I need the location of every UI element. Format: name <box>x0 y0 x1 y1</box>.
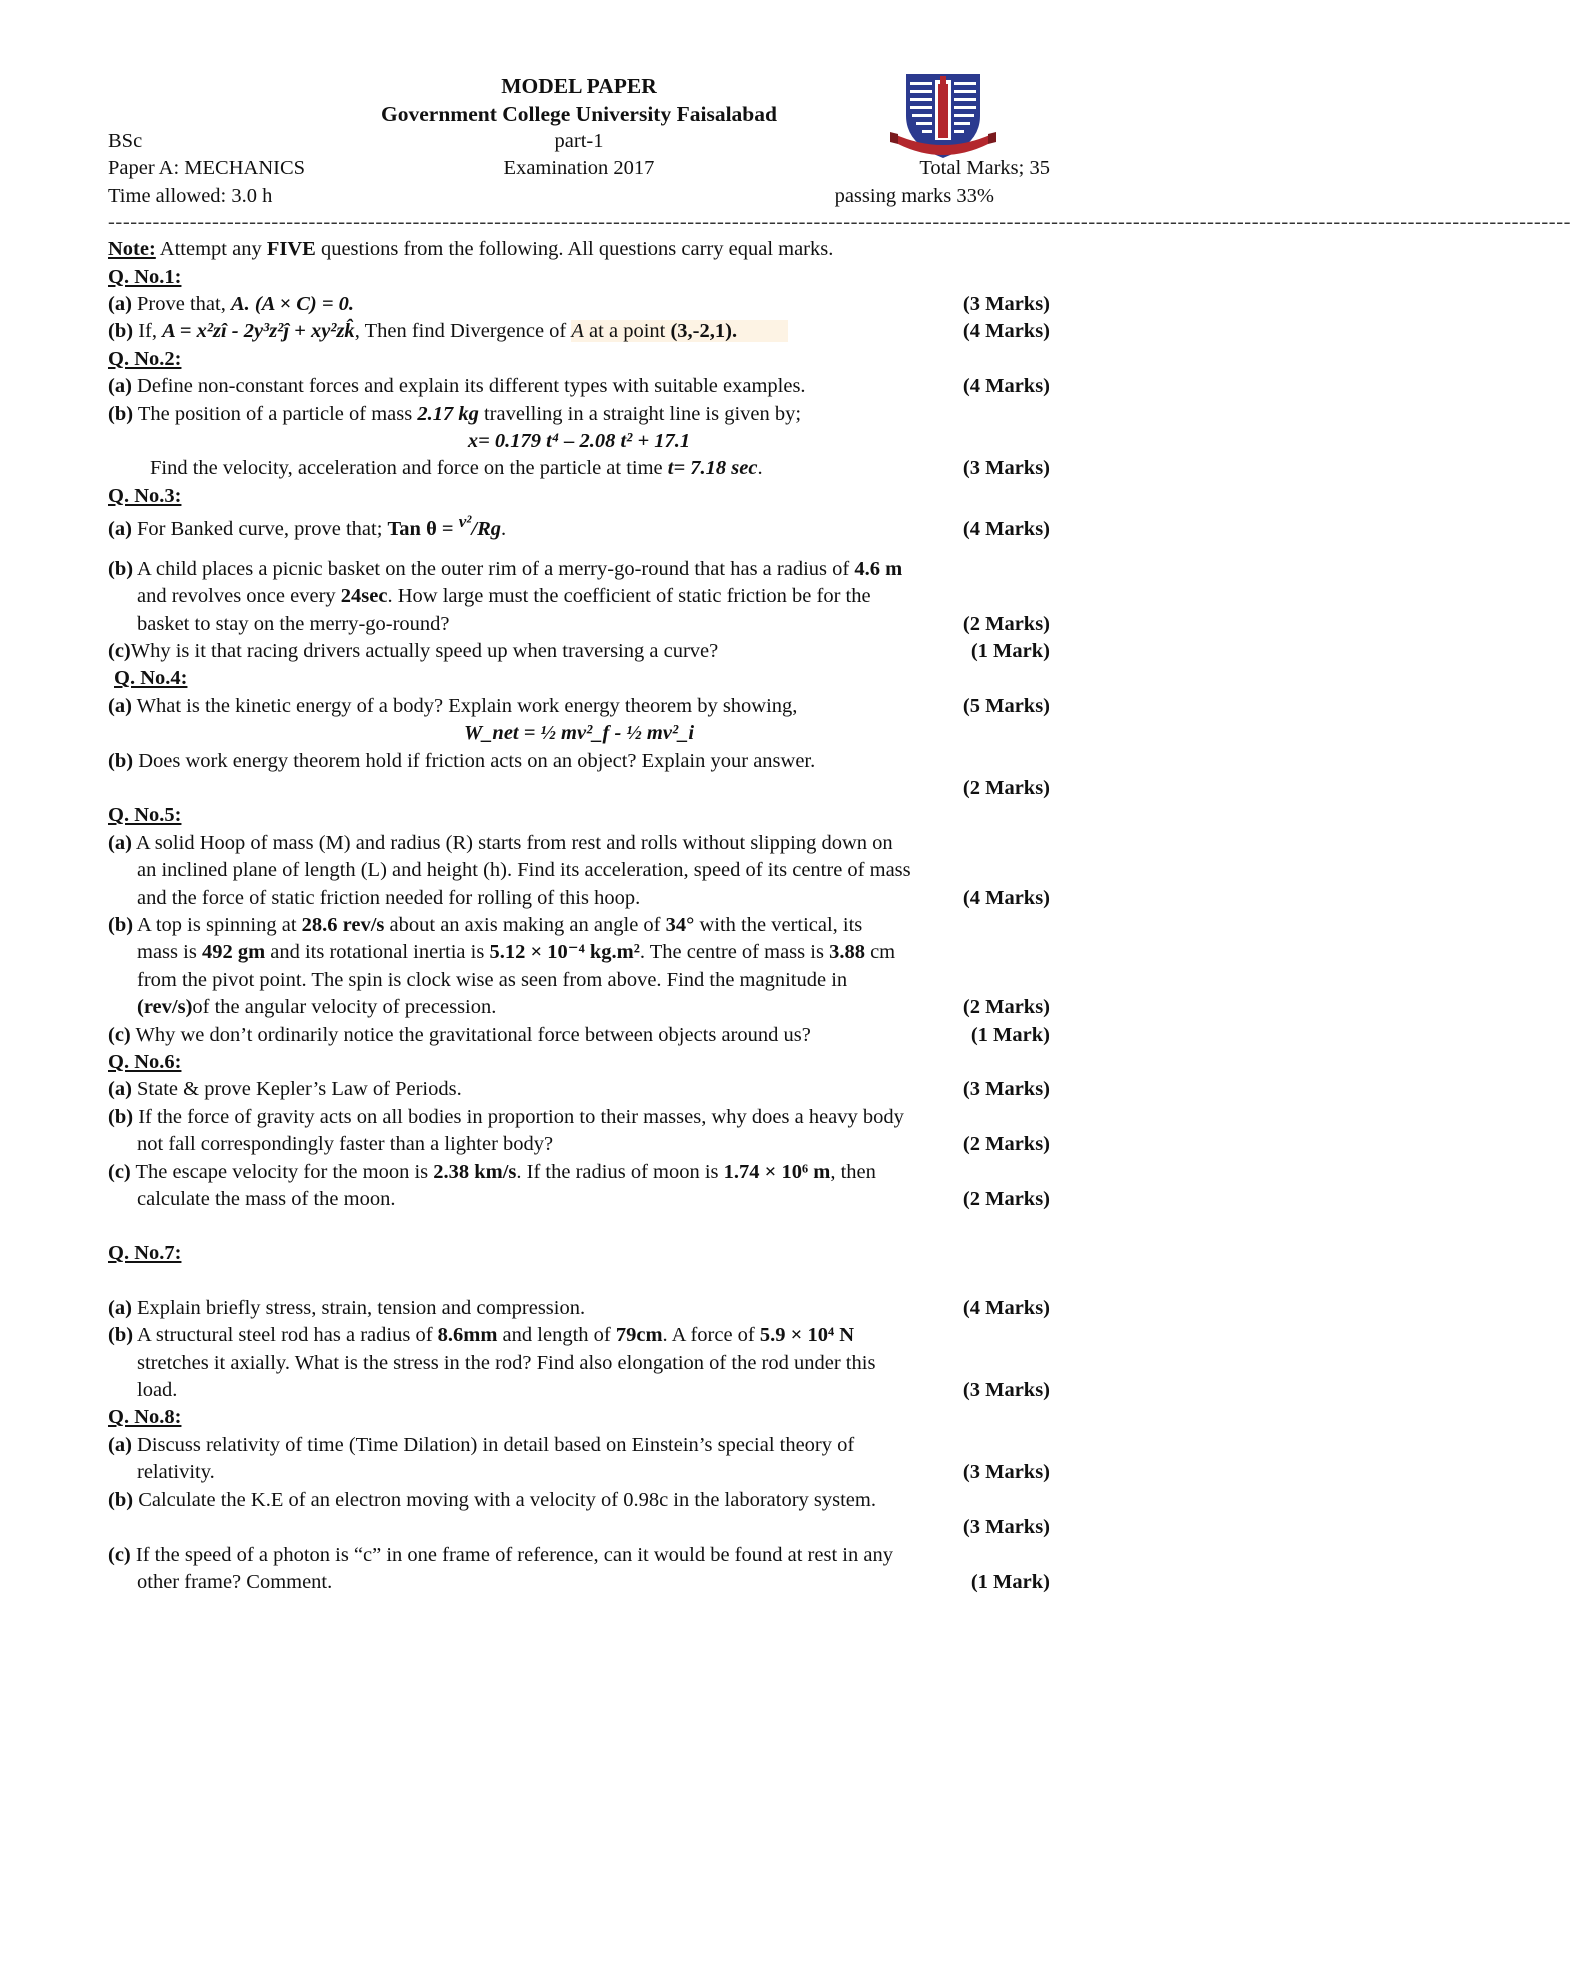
q8-part-a: (a) Discuss relativity of time (Time Dilation) in detail based on Einstein’s special theory of <box>108 1433 855 1456</box>
q4-part-b: (b) Does work energy theorem hold if friction acts on an object? Explain your answer. <box>108 749 816 772</box>
q2-heading: Q. No.2: <box>108 347 182 370</box>
q3-part-a: (a) For Banked curve, prove that; Tan θ = $^{v^2}$/Rg. (4 Marks) <box>108 512 1050 541</box>
paper-label: Paper A: MECHANICS <box>108 157 306 180</box>
note: Note: Attempt any FIVE questions from the following. All questions carry equal marks. <box>108 238 834 261</box>
q5-part-c: (c) Why we don’t ordinarily notice the gravitational force between objects around us? (1 Mark) <box>108 1023 1050 1046</box>
time-allowed-label: Time allowed: 3.0 h <box>108 184 273 207</box>
q6-part-c: (c) The escape velocity for the moon is 2.38 km/s. If the radius of moon is 1.74 × 10⁶ m, then <box>108 1160 876 1183</box>
exam-paper: MODEL PAPER Government College University Faisalabad BSc part-1 Paper A: MECHANICS Examination 2017 Total Marks; 35 Time allowed: 3.0 h passing marks 33% ----------------------------------------------------------------------------------------------------------------------------------------------------------------------------------------------------- Note: Attempt any FIVE questions from the following. All questions carry equal marks. Q. No.1: (a) Prove that, A. (A × C) = 0. (3 Marks) (b) If, A = x²zî - 2y³z²ĵ + xy²zk̂, Then find Divergence of A at a point (3,-2,1). (4 Marks) Q. No.2: (a) Define non-constant forces and explain its different types with suitable examples. (4 Marks) (b) The position of a particle of mass 2.17 kg travelling in a straight line is given by; x= 0.179 t⁴ – 2.08 t² + 17.1 Find the velocity, acceleration and force on the particle at time t= 7.18 sec. (3 Marks) Q. No.3: (a) For Banked curve, prove that; Tan θ = $^{v^2}$/Rg. (4 Marks) (b) A child places a picnic basket on the outer rim of a merry-go-round that has a radius of 4.6 m and revolves once every 24sec. How large must the coefficient of static friction be for the basket to stay on the merry-go-round? (2 Marks) (c)Why is it that racing drivers actually speed up when traversing a curve? (1 Mark) Q. No.4: (a) What is the kinetic energy of a body? Explain work energy theorem by showing, (5 Marks) W_net = ½ mv²_f - ½ mv²_i (b) Does work energy theorem hold if friction acts on an object? Explain your answer. (2 Marks) Q. No.5: (a) A solid Hoop of mass (M) and radius (R) starts from rest and rolls without slipping down on an inclined plane of length (L) and height (h). Find its acceleration, speed of its centre of mass and the force of static friction needed for rolling of this hoop. (4 Marks) (b) A top is spinning at 28.6 rev/s about an axis making an angle of 34° with the vertical, its mass is 492 gm and its rotational inertia is 5.12 × 10⁻⁴ kg.m². The centre of mass is 3.88 cm from the pivot point. The spin is clock wise as seen from above. Find the magnitude in (rev/s)of the angular velocity of precession. (2 Marks) (c) Why we don’t ordinarily notice the gravitational force between objects around us? (1 Mark) Q. No.6: (a) State & prove Kepler’s Law of Periods. (3 Marks) (b) If the force of gravity acts on all bodies in proportion to their masses, why does a heavy body not fall correspondingly faster than a lighter body? (2 Marks) (c) The escape velocity for the moon is 2.38 km/s. If the radius of moon is 1.74 × 10⁶ m, then calculate the mass of the moon. (2 Marks) Q. No.7: (a) Explain briefly stress, strain, tension and compression. (4 Marks) (b) A structural steel rod has a radius of 8.6mm and length of 79cm. A force of 5.9 × 10⁴ N stretches it axially. What is the stress in the rod? Find also elongation of the rod under this load. (3 Marks) Q. No.8: (a) Discuss relativity of time (Time Dilation) in detail based on Einstein’s special theory of relativity. (3 Marks) (b) Calculate the K.E of an electron moving with a velocity of 0.98c in the laboratory system. (3 Marks) (c) If the speed of a photon is “c” in one frame of reference, can it would be found at rest in any other frame? Comment. (1 Mark) <box>108 74 1571 1593</box>
q6-heading: Q. No.6: <box>108 1051 182 1073</box>
q5-part-a: (a) A solid Hoop of mass (M) and radius (R) starts from rest and rolls without slipping down on <box>108 831 893 854</box>
paper-title: MODEL PAPER <box>501 74 657 98</box>
q2-part-a: (a) Define non-constant forces and explain its different types with suitable examples. (4 Marks) <box>108 375 1050 398</box>
q3-heading: Q. No.3: <box>108 484 182 507</box>
q2-equation: x= 0.179 t⁴ – 2.08 t² + 17.1 <box>467 430 691 453</box>
q8-part-c: (c) If the speed of a photon is “c” in one frame of reference, can it would be found at rest in any <box>108 1543 893 1566</box>
program-label: BSc <box>108 130 143 152</box>
examination-label: Examination 2017 <box>503 157 655 180</box>
divider: ----------------------------------------------------------------------------------------------------------------------------------------------------------------------------------------------------- <box>108 211 1571 234</box>
q7-part-a: (a) Explain briefly stress, strain, tension and compression. (4 Marks) <box>108 1296 1050 1319</box>
part-label: part-1 <box>554 130 604 152</box>
q6-part-a: (a) State & prove Kepler’s Law of Periods. (3 Marks) <box>108 1078 1050 1101</box>
header-row-3 <box>108 183 1050 210</box>
q8-heading: Q. No.8: <box>108 1406 182 1429</box>
q1-part-b: (b) If, A = x²zî - 2y³z²ĵ + xy²zk̂, Then find Divergence of A at a point (3,-2,1). (4 Marks) <box>108 320 1050 343</box>
q3-part-b: (b) A child places a picnic basket on the outer rim of a merry-go-round that has a radius of 4.6 m <box>108 557 903 580</box>
header-row-2 <box>108 155 1050 182</box>
note-label: Note: <box>108 238 156 261</box>
q4-heading: Q. No.4: <box>114 667 188 690</box>
q2-part-b: (b) The position of a particle of mass 2.17 kg travelling in a straight line is given by; <box>108 402 802 425</box>
q7-heading: Q. No.7: <box>108 1242 182 1265</box>
header-row-1 <box>108 128 1050 155</box>
q5-heading: Q. No.5: <box>108 804 182 827</box>
q7-part-b: (b) A structural steel rod has a radius of 8.6mm and length of 79cm. A force of 5.9 × 10⁴ N <box>108 1324 855 1347</box>
q8-part-b: (b) Calculate the K.E of an electron moving with a velocity of 0.98c in the laboratory system. <box>108 1488 876 1511</box>
q1-heading: Q. No.1: <box>108 265 182 288</box>
university-name: Government College University Faisalabad <box>381 102 777 126</box>
passing-marks-label: passing marks 33% <box>834 184 994 207</box>
q1-part-a: (a) Prove that, A. (A × C) = 0. (3 Marks) <box>108 293 1050 316</box>
q2-part-b-cont: Find the velocity, acceleration and force on the particle at time t= 7.18 sec. (3 Marks) <box>150 457 1050 480</box>
q6-part-b: (b) If the force of gravity acts on all bodies in proportion to their masses, why does a heavy body <box>108 1105 904 1128</box>
q5-part-b: (b) A top is spinning at 28.6 rev/s about an axis making an angle of 34° with the vertical, its <box>108 913 863 936</box>
q3-part-c: (c)Why is it that racing drivers actually speed up when traversing a curve? (1 Mark) <box>108 639 1050 662</box>
q4-part-a: (a) What is the kinetic energy of a body? Explain work energy theorem by showing, (5 Marks) <box>108 694 1050 717</box>
q4-equation: W_net = ½ mv²_f - ½ mv²_i <box>463 722 695 745</box>
total-marks-label: Total Marks; 35 <box>919 157 1050 180</box>
